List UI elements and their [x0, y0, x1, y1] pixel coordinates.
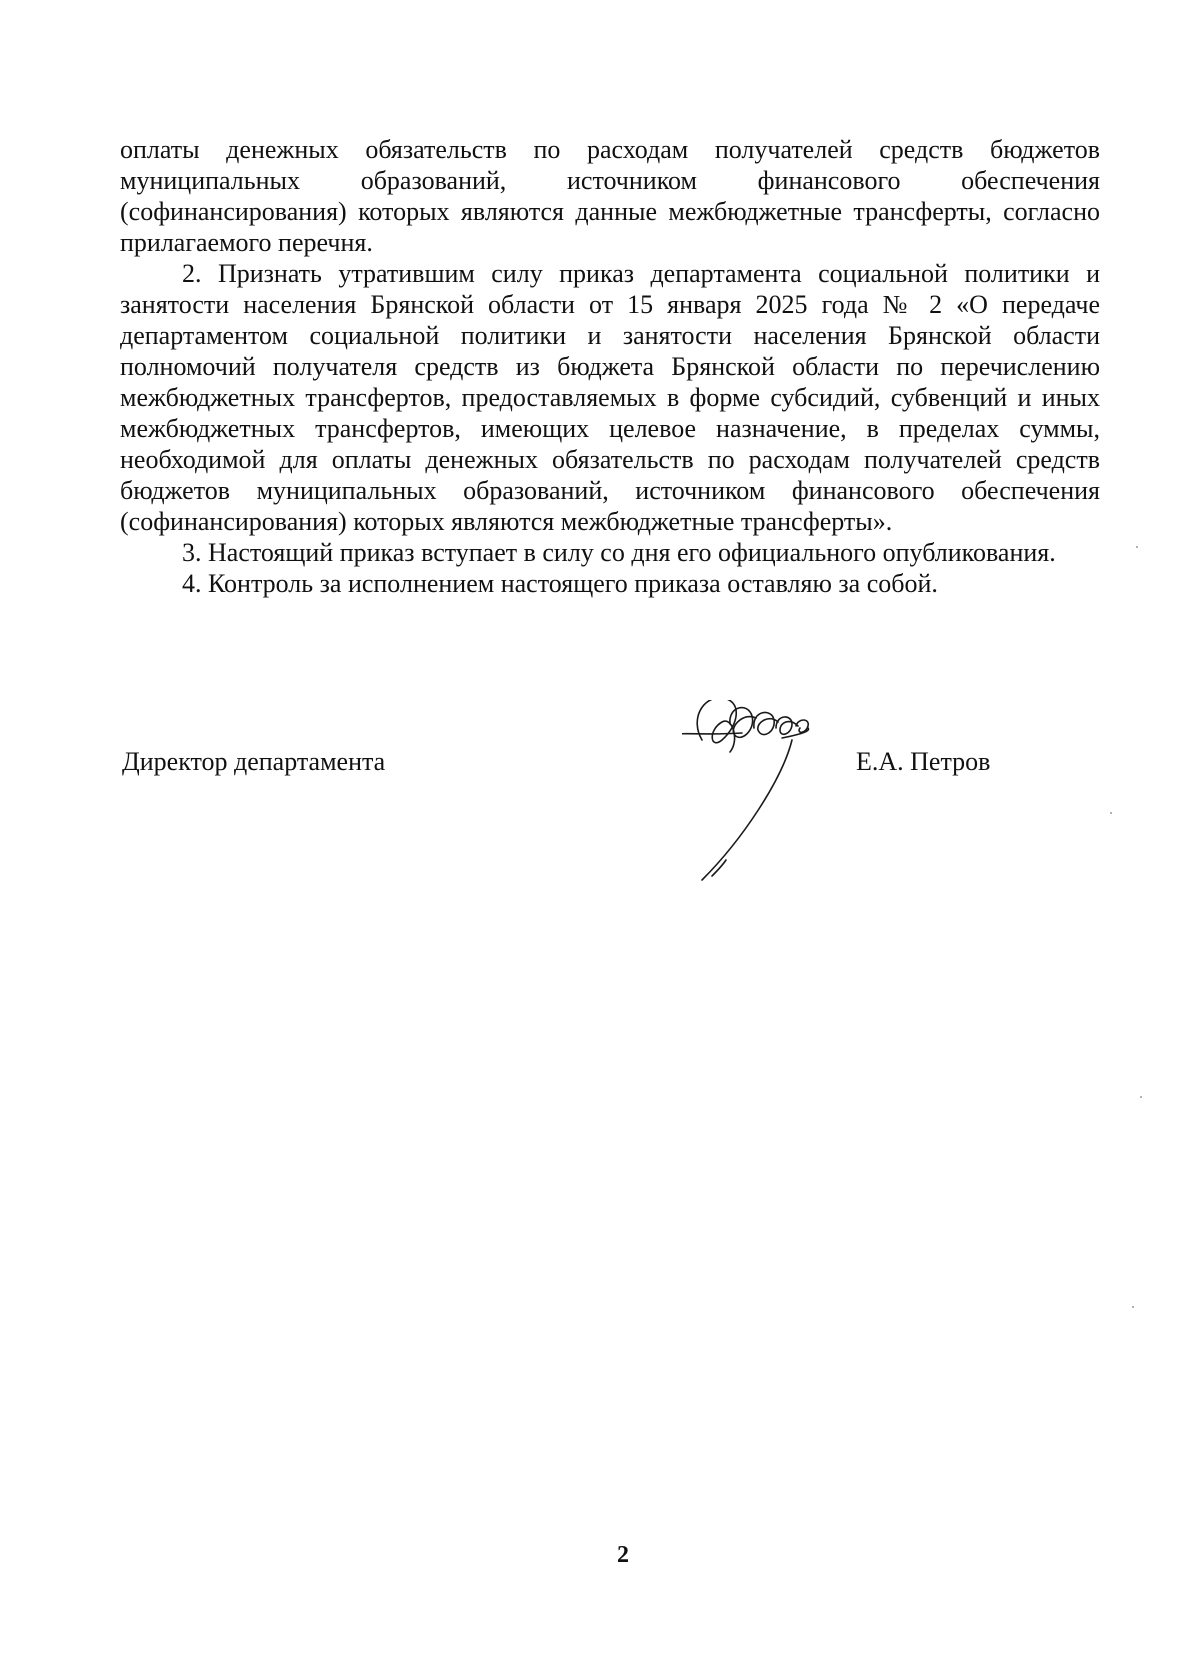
scan-speck	[1136, 546, 1138, 548]
signatory-title: Директор департамента	[122, 747, 386, 776]
document-body	[120, 134, 1100, 599]
paragraph-item-2: 2. Признать утратившим силу приказ департамента социальной политики и занятости населения Брянской области от 15 января 2025 года № 2 «О передаче департаментом социальной политики и занятости населения Брянской области полномочий получателя средств из бюджета Брянской области по перечислению межбюджетных трансфертов, предоставляемых в форме субсидий, субвенций и иных межбюджетных трансфертов, имеющих целевое назначение, в пределах суммы, необходимой для оплаты денежных обязательств по расходам получателей средств бюджетов муниципальных образований, источником финансового обеспечения (софинансирования) которых являются межбюджетные трансферты».	[120, 259, 1100, 536]
scan-speck	[1132, 1306, 1134, 1308]
scan-speck	[1110, 812, 1112, 814]
paragraph-item-3: 3. Настоящий приказ вступает в силу со дня его официального опубликования.	[182, 538, 1056, 567]
signature-block	[0, 746, 1200, 786]
signatory-name: Е.А. Петров	[856, 747, 991, 776]
page-number: 2	[617, 1542, 629, 1568]
paragraph-item-4: 4. Контроль за исполнением настоящего приказа оставляю за собой.	[182, 569, 938, 598]
handwritten-signature	[682, 700, 872, 930]
scan-speck	[1140, 1096, 1142, 1098]
paragraph-continuation: оплаты денежных обязательств по расходам получателей средств бюджетов муниципальных образований, источником финансового обеспечения (софинансирования) которых являются данные межбюджетные трансферты, согласно прилагаемого перечня.	[120, 135, 1100, 257]
